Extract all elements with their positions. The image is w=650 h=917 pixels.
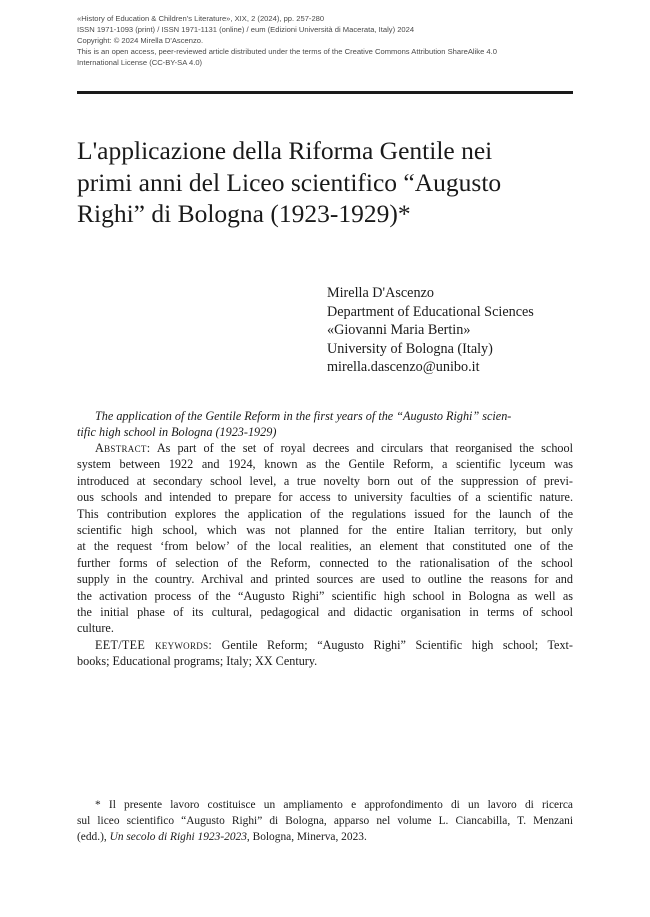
abstract-line: introduced at secondary school level, a true novelty born out of the suppression of previ- [77, 473, 573, 488]
journal-header [77, 14, 577, 69]
title-line-1: L'applicazione della Riforma Gentile nei [77, 136, 493, 165]
abstract-line: ous schools and intended to prepare for access to university faculties of a scientific nature. [77, 490, 573, 505]
author-university: University of Bologna (Italy) [327, 340, 493, 357]
footnote-editors: (edd.), [77, 830, 107, 843]
footnote-publisher: , Bologna, Minerva, 2023. [246, 830, 367, 843]
author-department: Department of Educational Sciences [327, 303, 534, 320]
abstract-line: supply in the country. Archival and printed sources are used to outline the reasons for and [77, 572, 573, 587]
footnote-line: sul liceo scientifico “Augusto Righi” di Bologna, apparso nel volume L. Ciancabilla, T. Menzani [77, 814, 573, 827]
keywords-paragraph [77, 637, 573, 670]
keywords-text: Gentile Reform; “Augusto Righi” Scientific high school; Text- [221, 638, 573, 652]
abstract-line: culture. [77, 621, 114, 636]
english-title-line-2: tific high school in Bologna (1923-1929) [77, 425, 277, 440]
abstract-line: further forms of selection of the Reform, connected to the rationalisation of the school [77, 555, 573, 570]
copyright-line: Copyright: © 2024 Mirella D'Ascenzo. [77, 35, 204, 45]
abstract-line: at the request ‘from below’ of the local realities, an element that constituted one of the [77, 539, 573, 554]
author-institute: «Giovanni Maria Bertin» [327, 322, 471, 338]
author-name: Mirella D'Ascenzo [327, 285, 434, 301]
header-rule [77, 91, 573, 94]
title-line-2: primi anni del Liceo scientifico “Augusto [77, 167, 502, 197]
keywords-label: EET/TEE keywords: [95, 638, 213, 652]
abstract-text: As part of the set of royal decrees and circulars that reorganised the school [156, 441, 573, 455]
footnote [77, 798, 573, 845]
journal-citation: «History of Education & Children's Literature», XIX, 2 (2024), pp. 257-280 [77, 14, 325, 23]
footnote-line: * Il presente lavoro costituisce un ampliamento e approfondimento di un lavoro di ricerca [95, 799, 573, 811]
abstract-line [77, 440, 573, 456]
author-email[interactable]: mirella.dascenzo@unibo.it [327, 359, 480, 375]
abstract-paragraph [77, 440, 573, 637]
english-title [77, 408, 573, 441]
abstract-line: the initial phase of its cultural, pedagogical and didactic organisation in terms of school [77, 605, 573, 620]
license-line-1: This is an open access, peer-reviewed article distributed under the terms of the Creative Commons Attribution ShareAlike 4.0 [77, 46, 497, 56]
abstract-line: This contribution explores the application of the regulations issued for the launch of the [77, 506, 573, 521]
footnote-book-title: Un secolo di Righi 1923-2023 [109, 830, 247, 843]
author-block [327, 284, 577, 377]
keywords-line [77, 637, 573, 653]
english-title-line-1: The application of the Gentile Reform in the first years of the “Augusto Righi” scien- [95, 409, 512, 423]
article-title [77, 135, 573, 230]
issn-line: ISSN 1971-1093 (print) / ISSN 1971-1131 (online) / eum (Edizioni Università di Macerata, Italy) 2024 [77, 24, 415, 34]
abstract-line: scientific high school, which was not planned for the entire Italian territory, but only [77, 523, 573, 538]
license-line-2: International License (CC-BY-SA 4.0) [77, 57, 203, 67]
abstract-line: system between 1922 and 1924, known as the Gentile Reform, a scientific lyceum was [77, 457, 573, 472]
footnote-line [77, 830, 573, 846]
title-line-3: Righi” di Bologna (1923-1929)* [77, 199, 411, 228]
abstract-label: Abstract: [95, 441, 151, 455]
abstract-line: the activation process of the “Augusto Righi” scientific high school in Bologna as well as [77, 588, 573, 603]
keywords-line: books; Educational programs; Italy; XX Century. [77, 654, 318, 669]
